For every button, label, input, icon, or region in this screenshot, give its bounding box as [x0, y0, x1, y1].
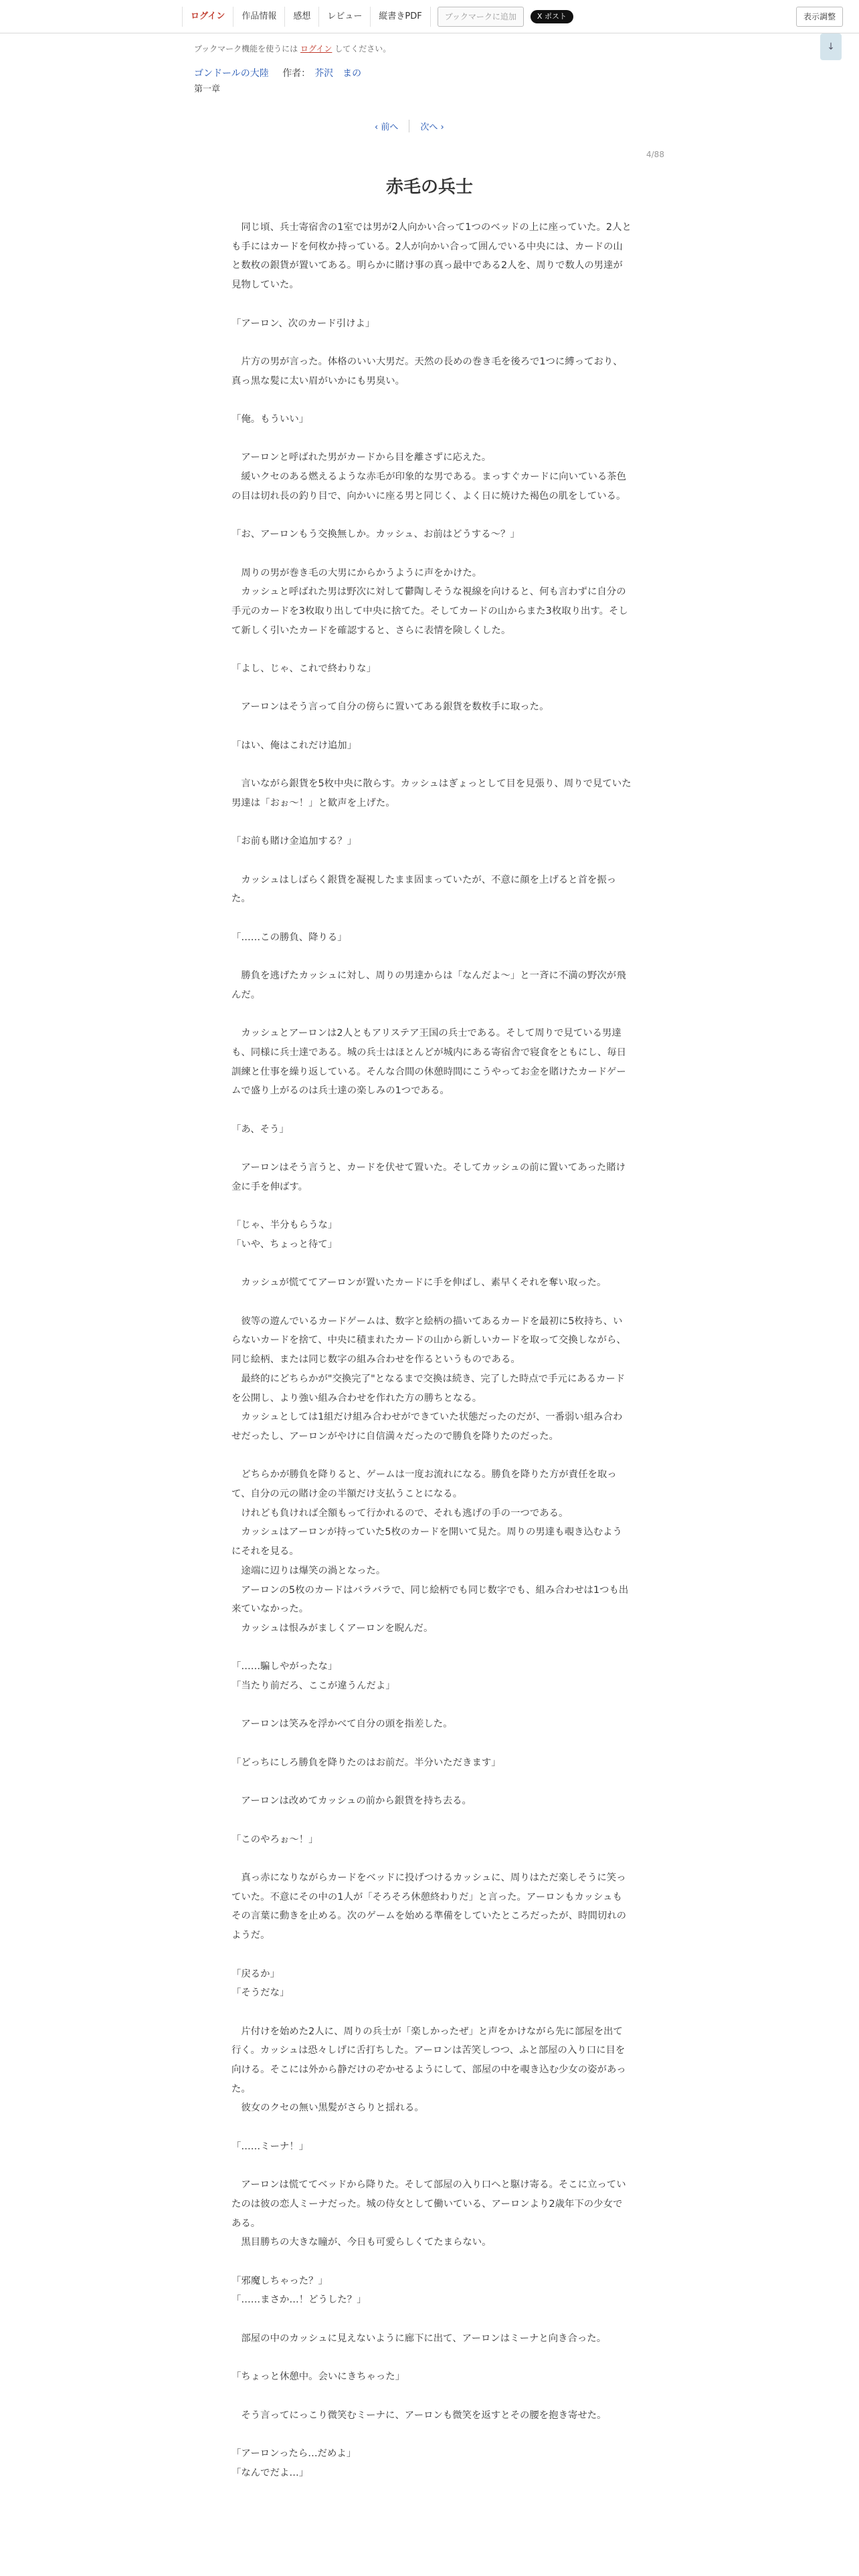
bookmark-note-login-link[interactable]: ログイン [300, 44, 332, 53]
narration-paragraph: アーロンと呼ばれた男がカードから目を離さずに応えた。 [241, 452, 492, 463]
dialogue-line: 「……まさか…！どうした？」 [231, 2294, 367, 2306]
narration-paragraph: 途端に辺りは爆笑の渦となった。 [241, 1565, 386, 1576]
add-bookmark-button[interactable]: ブックマークに追加 [438, 7, 524, 27]
paragraph-gap [231, 429, 632, 449]
dialogue-line: 「お前も賭け金追加する？」 [231, 836, 357, 847]
dialogue-line: 「アーロンったら…だめよ」 [231, 2448, 357, 2459]
paragraph-gap [231, 1773, 632, 1792]
dialogue-line: 「戻るか」 [231, 1968, 280, 1979]
paragraph-gap [231, 813, 632, 833]
dialogue-line: 「よし、じゃ、これで終わりな」 [231, 663, 376, 675]
narration-paragraph: アーロンはそう言って自分の傍らに置いてある銀貨を数枚手に取った。 [241, 702, 549, 713]
paragraph-gap [231, 1734, 632, 1753]
paragraph-gap [231, 295, 632, 314]
narration-paragraph: アーロンは慌ててベッドから降りた。そして部屋の入り口へと駆け寄る。そこに立っていたのは彼の恋人ミーナだった。城の侍女として働いている、アーロンより2歳年下の少女である。 [231, 2179, 626, 2229]
bookmark-note-text: ブックマーク機能を使うには [194, 44, 298, 53]
narration-paragraph: どちらかが勝負を降りると、ゲームは一度お流れになる。勝負を降りた方が責任を取って、自分の元の賭け金の半額だけ支払うことになる。 [231, 1469, 617, 1500]
paragraph-gap [231, 1101, 632, 1120]
paragraph-gap [231, 1140, 632, 1159]
dialogue-line: 「あ、そう」 [231, 1123, 289, 1135]
dialogue-line: 「そうだな」 [231, 1988, 290, 1999]
paragraph-gap [231, 2425, 632, 2444]
paragraph-gap [231, 506, 632, 525]
prev-page-link[interactable]: ‹ 前へ [375, 120, 409, 132]
narration-paragraph: 黒目勝ちの大きな瞳が、今日も可愛らしくてたまらない。 [241, 2237, 492, 2248]
vertical-pdf-link[interactable]: 縦書きPDF [370, 7, 430, 27]
narration-paragraph: アーロンは笑みを浮かべて自分の頭を指差した。 [241, 1719, 453, 1730]
paragraph-gap [231, 909, 632, 928]
narration-paragraph: 彼等の遊んでいるカードゲームは、数字と絵柄の描いてあるカードを最初に5枚持ち、いらないカードを捨て、中央に積まれたカードの山から新しいカードを取って交換しながら、同じ絵柄、または同じ数字の組み合わせを作るというものである。 [231, 1315, 626, 1366]
paragraph-gap [231, 756, 632, 775]
bookmark-note [194, 43, 391, 54]
paragraph-gap [231, 2252, 632, 2272]
paragraph-gap [231, 333, 632, 352]
paragraph-gap [231, 2118, 632, 2137]
dialogue-line: 「なんでだよ…」 [231, 2467, 309, 2478]
author-label: 作者： [282, 68, 311, 79]
paragraph-gap [231, 948, 632, 967]
narration-paragraph: カッシュは恨みがましくアーロンを睨んだ。 [241, 1623, 434, 1634]
scroll-down-icon[interactable]: ↓ [820, 33, 842, 60]
dialogue-line: 「……騙しやがったな」 [231, 1661, 338, 1673]
narration-paragraph: けれども負ければ全額もって行かれるので、それも逃げの手の一つである。 [241, 1507, 569, 1519]
paragraph-gap [231, 1638, 632, 1658]
chapter-label: 第一章 [194, 84, 221, 94]
dialogue-line: 「お、アーロンもう交換無しか。カッシュ、お前はどうする～？」 [231, 529, 520, 540]
dialogue-line: 「邪魔しちゃった？」 [231, 2275, 328, 2286]
work-info-link[interactable]: 作品情報 [233, 7, 284, 27]
top-bar [0, 0, 859, 33]
narration-paragraph: カッシュとしては1組だけ組み合わせができていた状態だったのだが、一番弱い組み合わせだったし、アーロンがやけに自信満々だったので勝負を降りたのだった。 [231, 1412, 623, 1442]
paragraph-gap [231, 544, 632, 564]
narration-paragraph: アーロンは改めてカッシュの前から銀貨を持ち去る。 [241, 1796, 472, 1807]
work-info-line [194, 66, 361, 80]
chapter-title: 赤毛の兵士 [385, 177, 473, 197]
paragraph-gap [231, 1197, 632, 1216]
review-link[interactable]: レビュー [318, 7, 370, 27]
narration-paragraph: 周りの男が巻き毛の大男にからかうように声をかけた。 [241, 567, 482, 578]
narration-paragraph: 彼女のクセの無い黒髪がさらりと揺れる。 [241, 2103, 424, 2114]
narration-paragraph: 部屋の中のカッシュに見えないように廊下に出て、アーロンはミーナと向き合った。 [241, 2333, 607, 2344]
work-title-link[interactable]: ゴンドールの大陸 [194, 68, 269, 79]
paragraph-gap [231, 2349, 632, 2368]
paragraph-gap [231, 1811, 632, 1830]
dialogue-line: 「このやろぉ～！」 [231, 1834, 318, 1845]
dialogue-line: 「俺。もういい」 [231, 413, 309, 425]
x-post-button[interactable]: X ポスト [531, 10, 573, 23]
narration-paragraph: カッシュはしばらく銀貨を凝視したまま固まっていたが、不意に顔を上げると首を振った。 [231, 874, 617, 905]
dialogue-line: 「……ミーナ！」 [231, 2141, 309, 2152]
paragraph-gap [231, 1293, 632, 1312]
paragraph-gap [231, 1005, 632, 1025]
dialogue-line: 「……この勝負、降りる」 [231, 932, 347, 943]
narration-paragraph: カッシュはアーロンが持っていた5枚のカードを開いて見た。周りの男達も覗き込むようにそれを見る。 [231, 1527, 622, 1558]
paragraph-gap [231, 679, 632, 698]
paragraph-gap [231, 1255, 632, 1274]
dialogue-line: 「いや、ちょっと待て」 [231, 1239, 338, 1250]
display-settings-button[interactable]: 表示調整 [796, 7, 843, 27]
author-link[interactable]: 芥沢 まの [314, 68, 362, 79]
paragraph-gap [231, 2003, 632, 2022]
dialogue-line: 「アーロン、次のカード引けよ」 [231, 318, 375, 329]
paragraph-gap [231, 2387, 632, 2406]
narration-paragraph: 勝負を逃げたカッシュに対し、周りの男達からは「なんだよ～」と一斉に不満の野次が飛んだ。 [231, 970, 626, 1000]
paragraph-gap [231, 1696, 632, 1715]
narration-paragraph: 言いながら銀貨を5枚中央に散らす。カッシュはぎょっとして目を見張り、周りで見ていた男達は「おぉ～！」と歓声を上げた。 [231, 778, 632, 809]
narration-paragraph: カッシュが慌ててアーロンが置いたカードに手を伸ばし、素早くそれを奪い取った。 [241, 1277, 607, 1289]
novel-body [231, 218, 632, 2482]
narration-paragraph: 片付けを始めた2人に、周りの兵士が「楽しかったぜ」と声をかけながら先に部屋を出て行く。カッシュは恐々しげに舌打ちした。アーロンは苦笑しつつ、ふと部屋の入り口に目を向ける。そこには外から静だけのぞかせるようにして、部屋の中を覗き込む少女の姿があった。 [231, 2026, 626, 2095]
dialogue-line: 「当たり前だろ、ここが違うんだよ」 [231, 1681, 395, 1692]
next-page-link[interactable]: 次へ › [420, 122, 444, 132]
paragraph-gap [231, 2157, 632, 2176]
narration-paragraph: アーロンはそう言うと、カードを伏せて置いた。そしてカッシュの前に置いてあった賭け金に手を伸ばす。 [231, 1162, 626, 1192]
narration-paragraph: 最終的にどちらかが"交換完了"となるまで交換は続き、完了した時点で手元にあるカードを公開し、より強い組み合わせを作れた方の勝ちとなる。 [231, 1373, 626, 1404]
narration-paragraph: 片方の男が言った。体格のいい大男だ。天然の長めの巻き毛を後ろで1つに縛っており、真っ黒な髪に太い眉がいかにも男臭い。 [231, 356, 623, 387]
bookmark-note-suffix: してください。 [335, 44, 391, 53]
paragraph-gap [231, 391, 632, 410]
dialogue-line: 「じゃ、半分もらうな」 [231, 1220, 338, 1231]
narration-paragraph: カッシュと呼ばれた男は野次に対して鬱陶しそうな視線を向けると、何も言わずに自分の手元のカードを3枚取り出して中央に捨てた。そしてカードの山からまた3枚取り出す。そして新しく引いたカードを確認すると、さらに表情を険しくした。 [231, 586, 628, 636]
paragraph-gap [231, 1446, 632, 1466]
narration-paragraph: 真っ赤になりながらカードをベッドに投げつけるカッシュに、周りはただ楽しそうに笑っていた。不意にその中の1人が「そろそろ休憩終わりだ」と言った。アーロンもカッシュもその言葉に動きを止める。次のゲームを始める準備をしていたところだったが、時間切れのようだ。 [231, 1872, 627, 1941]
login-link[interactable]: ログイン [182, 7, 233, 27]
page-number: 4/88 [646, 150, 664, 159]
dialogue-line: 「はい、俺はこれだけ追加」 [231, 740, 357, 751]
paragraph-gap [231, 2310, 632, 2329]
narration-paragraph: 同じ頃、兵士寄宿舎の1室では男が2人向かい合って1つのベッドの上に座っていた。2人とも手にはカードを何枚か持っている。2人が向かい合って囲んでいる中央には、カードの山と数枚の銀貨が置いてある。明らかに賭け事の真っ最中である2人を、周りで数人の男達が見物していた。 [231, 222, 632, 291]
narration-paragraph: 緩いクセのある燃えるような赤毛が印象的な男である。まっすぐカードに向いている茶色の目は切れ長の釣り目で、向かいに座る男と同じく、よく日に焼けた褐色の肌をしている。 [231, 471, 627, 502]
paragraph-gap [231, 640, 632, 659]
dialogue-line: 「どっちにしろ勝負を降りたのはお前だ。半分いただきます」 [231, 1757, 501, 1768]
paragraph-gap [231, 717, 632, 736]
narration-paragraph: そう言ってにっこり微笑むミーナに、アーロンも微笑を返すとその腰を抱き寄せた。 [241, 2409, 607, 2421]
paragraph-gap [231, 851, 632, 871]
paragraph-gap [231, 1849, 632, 1868]
top-nav [182, 7, 573, 27]
pager [375, 118, 444, 134]
narration-paragraph: カッシュとアーロンは2人ともアリステア王国の兵士である。そして周りで見ている男達も、同様に兵士達である。城の兵士はほとんどが城内にある寄宿舎で寝食をともにし、毎日訓練と仕事を繰り返している。そんな合間の休憩時間にこうやってお金を賭けたカードゲームで盛り上がるのは兵士達の楽しみの1つである。 [231, 1028, 627, 1097]
impressions-link[interactable]: 感想 [284, 7, 318, 27]
dialogue-line: 「ちょっと休憩中。会いにきちゃった」 [231, 2371, 405, 2383]
narration-paragraph: アーロンの5枚のカードはバラバラで、同じ絵柄でも同じ数字でも、組み合わせは1つも出来ていなかった。 [231, 1584, 629, 1615]
paragraph-gap [231, 1945, 632, 1965]
